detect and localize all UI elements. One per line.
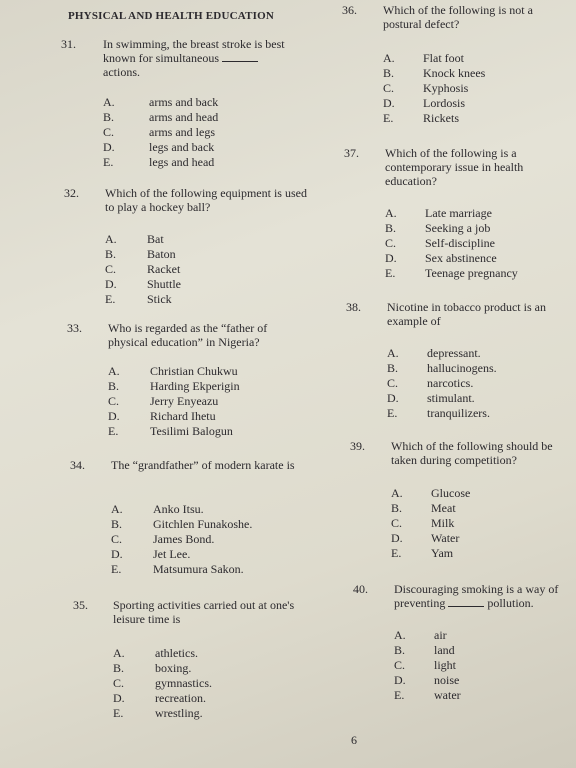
answer-option[interactable] [105, 262, 180, 277]
option-letter: A. [383, 51, 395, 65]
option-text: Milk [431, 516, 455, 530]
option-text: Baton [147, 247, 176, 261]
option-letter: E. [387, 406, 398, 420]
answer-option[interactable] [113, 676, 212, 691]
answer-option[interactable] [105, 247, 176, 262]
answer-option[interactable] [103, 125, 215, 140]
answer-option[interactable] [105, 292, 172, 307]
option-letter: E. [108, 424, 119, 438]
question-text [108, 321, 308, 349]
option-letter: D. [385, 251, 397, 265]
option-text: depressant. [427, 346, 481, 360]
question-text-main: Discouraging smoking is a way of preventing [394, 582, 559, 610]
answer-option[interactable] [391, 486, 470, 501]
question-text-main: Which of the following should be taken during competition? [391, 439, 553, 467]
question-number: 37. [344, 146, 359, 160]
option-letter: C. [113, 676, 125, 690]
answer-option[interactable] [385, 266, 518, 281]
option-letter: C. [103, 125, 115, 139]
option-text: Gitchlen Funakoshe. [153, 517, 253, 531]
option-text: Shuttle [147, 277, 182, 291]
answer-option[interactable] [383, 81, 468, 96]
question-text-main: Who is regarded as the “father of physical education” in Nigeria? [108, 321, 268, 349]
option-text: Anko Itsu. [153, 502, 204, 516]
answer-option[interactable] [103, 110, 218, 125]
option-text: stimulant. [427, 391, 475, 405]
answer-option[interactable] [394, 688, 461, 703]
answer-blank [448, 597, 484, 607]
option-letter: B. [391, 501, 403, 515]
option-letter: B. [387, 361, 399, 375]
option-text: Rickets [423, 111, 459, 125]
option-letter: B. [383, 66, 395, 80]
option-text: hallucinogens. [427, 361, 497, 375]
option-letter: B. [105, 247, 117, 261]
answer-option[interactable] [103, 140, 214, 155]
answer-option[interactable] [113, 691, 206, 706]
answer-option[interactable] [108, 424, 233, 439]
option-letter: C. [111, 532, 123, 546]
question-text [394, 582, 576, 610]
option-text: narcotics. [427, 376, 474, 390]
option-text: Self-discipline [425, 236, 495, 250]
option-letter: A. [394, 628, 406, 642]
option-text: Kyphosis [423, 81, 469, 95]
option-letter: D. [111, 547, 123, 561]
option-letter: B. [113, 661, 125, 675]
answer-option[interactable] [383, 51, 464, 66]
answer-option[interactable] [394, 658, 456, 673]
answer-option[interactable] [108, 364, 238, 379]
question-number: 31. [61, 37, 76, 51]
option-letter: D. [394, 673, 406, 687]
answer-option[interactable] [391, 501, 456, 516]
option-text: legs and head [149, 155, 215, 169]
option-text: arms and head [149, 110, 219, 124]
answer-option[interactable] [111, 547, 190, 562]
answer-option[interactable] [391, 516, 454, 531]
answer-option[interactable] [394, 628, 447, 643]
option-text: Jerry Enyeazu [150, 394, 219, 408]
answer-option[interactable] [387, 406, 490, 421]
option-text: athletics. [155, 646, 198, 660]
option-letter: A. [111, 502, 123, 516]
answer-option[interactable] [105, 232, 164, 247]
answer-option[interactable] [111, 517, 252, 532]
answer-option[interactable] [113, 706, 203, 721]
answer-option[interactable] [385, 221, 490, 236]
option-text: Water [431, 531, 460, 545]
question-text [105, 186, 315, 214]
question-number: 38. [346, 300, 361, 314]
option-letter: C. [394, 658, 406, 672]
option-text: Yam [431, 546, 454, 560]
option-text: water [434, 688, 461, 702]
option-text: Richard Ihetu [150, 409, 216, 423]
option-letter: D. [103, 140, 115, 154]
option-letter: C. [108, 394, 120, 408]
question-text-main: Sporting activities carried out at one's leisure time is [113, 598, 295, 626]
option-letter: E. [385, 266, 396, 280]
answer-option[interactable] [111, 562, 244, 577]
answer-option[interactable] [394, 673, 459, 688]
question-text-main: In swimming, the breast stroke is best known for simultaneous [103, 37, 285, 65]
option-letter: C. [391, 516, 403, 530]
option-letter: D. [391, 531, 403, 545]
answer-option[interactable] [103, 95, 218, 110]
question-number: 39. [350, 439, 365, 453]
answer-option[interactable] [387, 361, 497, 376]
answer-option[interactable] [383, 96, 465, 111]
option-text: Jet Lee. [153, 547, 191, 561]
question-number: 36. [342, 3, 357, 17]
question-text-main: Nicotine in tobacco product is an example of [387, 300, 546, 328]
question-text [111, 458, 311, 472]
question-number: 40. [353, 582, 368, 596]
option-text: air [434, 628, 447, 642]
answer-option[interactable] [103, 155, 214, 170]
answer-option[interactable] [111, 502, 204, 517]
question-text [383, 3, 573, 31]
question-text [387, 300, 572, 328]
option-letter: D. [105, 277, 117, 291]
option-letter: C. [383, 81, 395, 95]
option-letter: A. [105, 232, 117, 246]
option-letter: D. [383, 96, 395, 110]
option-text: Christian Chukwu [150, 364, 238, 378]
question-number: 32. [64, 186, 79, 200]
answer-option[interactable] [383, 111, 459, 126]
option-text: recreation. [155, 691, 206, 705]
option-text: Stick [147, 292, 172, 306]
question-text-main: The “grandfather” of modern karate is [111, 458, 295, 472]
answer-option[interactable] [387, 391, 475, 406]
option-letter: E. [103, 155, 114, 169]
option-letter: C. [387, 376, 399, 390]
question-text [385, 146, 565, 188]
option-text: Matsumura Sakon. [153, 562, 244, 576]
answer-blank [222, 52, 258, 62]
option-letter: D. [387, 391, 399, 405]
option-text: light [434, 658, 457, 672]
answer-option[interactable] [383, 66, 485, 81]
option-text: Tesilimi Balogun [150, 424, 233, 438]
option-text: Flat foot [423, 51, 464, 65]
question-text [391, 439, 576, 467]
question-number: 35. [73, 598, 88, 612]
question-number: 34. [70, 458, 85, 472]
answer-option[interactable] [113, 646, 198, 661]
option-text: arms and back [149, 95, 219, 109]
option-letter: D. [108, 409, 120, 423]
option-text: James Bond. [153, 532, 215, 546]
option-letter: A. [387, 346, 399, 360]
question-text-end: pollution. [487, 596, 534, 610]
answer-option[interactable] [108, 394, 218, 409]
answer-option[interactable] [113, 661, 191, 676]
option-letter: C. [105, 262, 117, 276]
option-letter: E. [394, 688, 405, 702]
option-letter: B. [394, 643, 406, 657]
option-letter: E. [111, 562, 122, 576]
option-letter: A. [108, 364, 120, 378]
option-text: Knock knees [423, 66, 486, 80]
answer-option[interactable] [108, 409, 216, 424]
question-number: 33. [67, 321, 82, 335]
option-letter: A. [385, 206, 397, 220]
answer-option[interactable] [385, 206, 492, 221]
option-text: boxing. [155, 661, 192, 675]
option-letter: B. [103, 110, 115, 124]
option-text: gymnastics. [155, 676, 212, 690]
answer-option[interactable] [111, 532, 214, 547]
answer-option[interactable] [105, 277, 181, 292]
answer-option[interactable] [391, 546, 453, 561]
question-text-main: Which of the following equipment is used to play a hockey ball? [105, 186, 307, 214]
option-text: Lordosis [423, 96, 465, 110]
option-letter: A. [113, 646, 125, 660]
option-text: land [434, 643, 455, 657]
answer-option[interactable] [394, 643, 455, 658]
answer-option[interactable] [385, 236, 495, 251]
option-letter: D. [113, 691, 125, 705]
option-letter: E. [113, 706, 124, 720]
option-text: Teenage pregnancy [425, 266, 518, 280]
answer-option[interactable] [387, 376, 473, 391]
answer-option[interactable] [385, 251, 497, 266]
option-letter: E. [391, 546, 402, 560]
option-letter: B. [385, 221, 397, 235]
question-text-main: Which of the following is a contemporary issue in health education? [385, 146, 524, 188]
answer-option[interactable] [108, 379, 240, 394]
question-text-main: Which of the following is not a postural defect? [383, 3, 533, 31]
option-text: Glucose [431, 486, 471, 500]
question-text-end: actions. [103, 65, 140, 79]
option-letter: E. [383, 111, 394, 125]
option-text: Late marriage [425, 206, 492, 220]
option-text: tranquilizers. [427, 406, 490, 420]
option-text: noise [434, 673, 460, 687]
page-number: 6 [351, 733, 357, 747]
option-text: Racket [147, 262, 181, 276]
option-text: legs and back [149, 140, 215, 154]
option-text: Sex abstinence [425, 251, 497, 265]
option-text: wrestling. [155, 706, 203, 720]
option-letter: A. [391, 486, 403, 500]
option-letter: E. [105, 292, 116, 306]
page-header: PHYSICAL AND HEALTH EDUCATION [68, 10, 274, 22]
option-letter: B. [111, 517, 123, 531]
answer-option[interactable] [391, 531, 459, 546]
option-letter: B. [108, 379, 120, 393]
option-text: Meat [431, 501, 456, 515]
option-text: Seeking a job [425, 221, 491, 235]
option-letter: A. [103, 95, 115, 109]
option-text: Bat [147, 232, 164, 246]
option-text: Harding Ekperigin [150, 379, 240, 393]
option-letter: C. [385, 236, 397, 250]
answer-option[interactable] [387, 346, 481, 361]
option-text: arms and legs [149, 125, 215, 139]
question-text [103, 37, 293, 79]
question-text [113, 598, 308, 626]
